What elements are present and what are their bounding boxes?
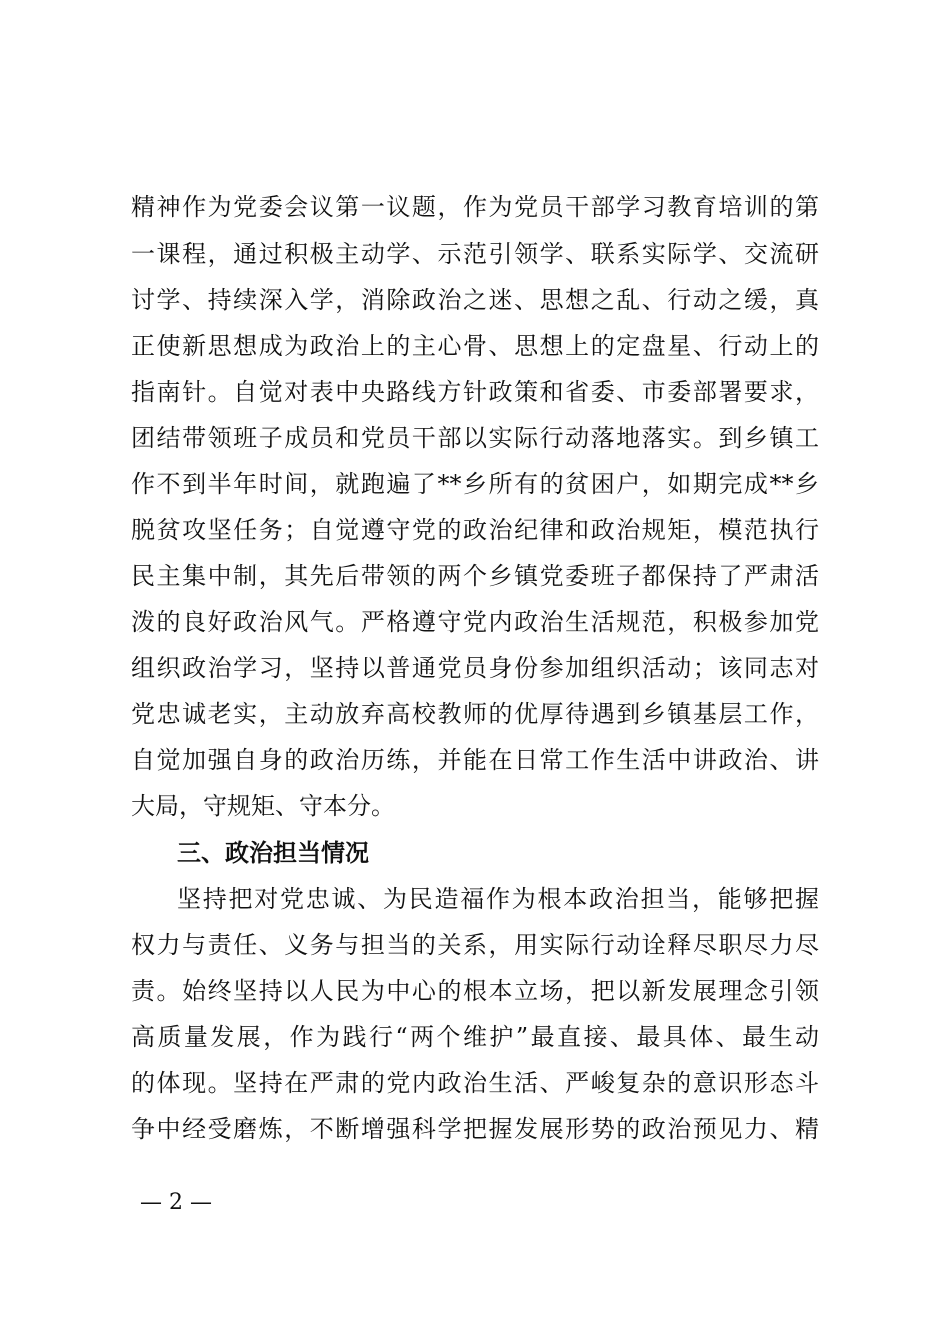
body-text-line: 民主集中制，其先后带领的两个乡镇党委班子都保持了严肃活 (131, 562, 819, 590)
body-text-line: 讨学、持续深入学，消除政治之迷、思想之乱、行动之缓，真 (131, 286, 819, 314)
body-text-line: 大局，守规矩、守本分。 (131, 792, 395, 820)
body-text-line: 正使新思想成为政治上的主心骨、思想上的定盘星、行动上的 (131, 332, 819, 360)
body-text-line: 精神作为党委会议第一议题，作为党员干部学习教育培训的第 (131, 193, 819, 221)
body-text-line: 责。始终坚持以人民为中心的根本立场，把以新发展理念引领 (131, 977, 819, 1005)
body-text-line: 争中经受磨炼，不断增强科学把握发展形势的政治预见力、精 (131, 1115, 819, 1143)
body-text-line: 党忠诚老实，主动放弃高校教师的优厚待遇到乡镇基层工作， (131, 700, 819, 728)
section-heading: 三、政治担当情况 (177, 839, 369, 867)
body-text-line: 泼的良好政治风气。严格遵守党内政治生活规范，积极参加党 (131, 608, 819, 636)
body-text-line: 脱贫攻坚任务；自觉遵守党的政治纪律和政治规矩，模范执行 (131, 516, 819, 544)
body-text-line: 高质量发展，作为践行“两个维护”最直接、最具体、最生动 (131, 1023, 819, 1051)
page-number: — 2 — (140, 1190, 212, 1215)
body-text-line: 团结带领班子成员和党员干部以实际行动落地落实。到乡镇工 (131, 424, 819, 452)
body-text-line: 指南针。自觉对表中央路线方针政策和省委、市委部署要求， (131, 378, 819, 406)
body-text-line: 权力与责任、义务与担当的关系，用实际行动诠释尽职尽力尽 (131, 931, 819, 959)
body-text-line: 作不到半年时间，就跑遍了**乡所有的贫困户，如期完成**乡 (131, 470, 819, 498)
body-text-line: 自觉加强自身的政治历练，并能在日常工作生活中讲政治、讲 (131, 746, 819, 774)
body-text-line: 坚持把对党忠诚、为民造福作为根本政治担当，能够把握 (177, 885, 819, 913)
body-text-line: 的体现。坚持在严肃的党内政治生活、严峻复杂的意识形态斗 (131, 1069, 819, 1097)
body-text-line: 一课程，通过积极主动学、示范引领学、联系实际学、交流研 (131, 240, 819, 268)
body-text-line: 组织政治学习，坚持以普通党员身份参加组织活动；该同志对 (131, 654, 819, 682)
